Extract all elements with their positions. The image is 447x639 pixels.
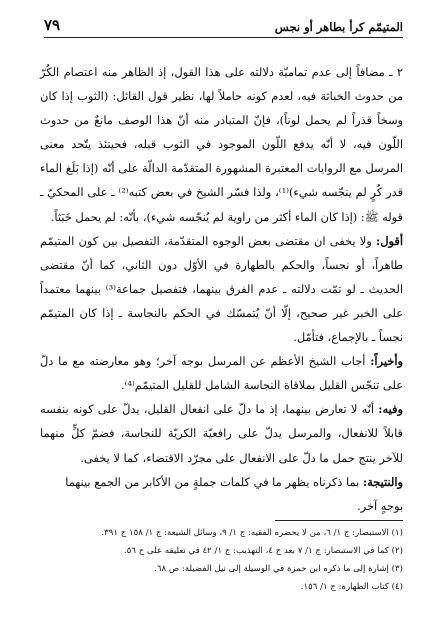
paragraph-5-lead: والنتيجة: <box>362 474 403 489</box>
footnote-divider <box>275 520 403 521</box>
footnote-2: (٢) كما في الاستبصار: ج ١/ ٧ بعد ح ٤، التهذيب: ج ١/ ٤٢ في تعليقه على ح ٥٦. <box>124 546 403 556</box>
paragraph-4 <box>40 397 403 469</box>
paragraph-1 <box>40 60 403 229</box>
paragraph-5 <box>40 470 403 518</box>
paragraph-3-lead: وأخيراً: <box>370 354 403 369</box>
page-header <box>44 14 403 38</box>
footnote-4: (٤) كتاب الطهارة: ج ١/ ١٥٦. <box>300 582 403 592</box>
footnote-1: (١) الاستبصار: ج ١/ ٦، من لا يحضره الفقيه: ج ١/ ٩، وسائل الشيعة: ج ١/ ١٥٨ ح ٣٩١. <box>101 528 403 538</box>
paragraph-4-text: أنّه لا تعارض بينهما، إذ ما دلّ على انفعال القليل، يدلّ على كونه بنفسه قابلاً للانفعال، والمرسل يدلّ على رافعيّة الكريّة للنجاسة، فضمّ كلٍّ منهما للآخر ينتج حمل ما دلّ على الانفعال على مجرّد الاقتضاء، كما لا يخفى. <box>40 402 403 465</box>
paragraph-2 <box>40 229 403 349</box>
paragraph-4-lead: وفيه: <box>378 402 403 417</box>
paragraph-3 <box>40 349 403 397</box>
running-title: المتيمّم كرأ بطاهر أو نجس <box>274 20 403 34</box>
paragraph-5-text: بما ذكرناه يظهر ما في كلمات جملةٍ من الأكابر من الجمع بينهما بوجهٍ آخر. <box>65 474 403 513</box>
paragraph-1-text: ٢ ـ مضافاً إلى عدم تماميّة دلالته على هذا القول، إذ الظاهر منه اعتصام الكُرّ من حدوث الخباثة فيه، لعدم كونه حاملاً لها، نظير قول القائل: (الثوب إذا كان وسخاً قذراً لم يحمل لوناً)، فإنّ المتبادر منه أنّ هذا الوصف مانعٌ من حدوث اللّون فيه، لا أنّه يدفع اللّون الموجود في الثوب قبله، فحينئذ يتّحد معنى المرسل مع الروايات المعتبرة المشهورة المتقدّمة الدالّة على أنّه (إذا بَلَغ الماء قدر كُرٍ لم ينجّسه شيء)⁽¹⁾، ولذا فسّر الشيخ في بعض كتبه⁽²⁾ ـ على المحكيّ ـ قوله ﷺ: (إذا كان الماء أكثر من راوية لم يُنجّسه شيء)، بأنّه: لم يحمل خَبَثاً. <box>40 65 404 224</box>
page-number: ٧٩ <box>44 16 61 34</box>
footnotes <box>40 520 403 596</box>
paragraph-2-text: ولا يخفى ان مقتضى بعض الوجوه المتقدّمة، التفصيل بين كون المتيمّم طاهراً، أو نجساً، والحكم بالطهارة في الأوّل دون الثاني، كما أنّ مقتضى الحديث ـ لو تمّت دلالته ـ عدم الفرق بينهما، فتفصيل جماعة⁽³⁾ بينهما معتمداً على الخبر غير صحيح، إلّا أنّ يُتمسّك في الحكم بالنجاسة ـ إذا كان المتيمّم نجساً ـ بالإجماع، فتأمّل. <box>40 233 404 345</box>
paragraph-3-text: أجاب الشيخ الأعظم عن المرسل بوجه آخر؛ وهو معارضته مع ما دلّ على تنجّس القليل بملاقاة النجاسة الشامل للقليل المتيمّم⁽⁴⁾. <box>40 354 403 393</box>
body-text <box>40 60 403 518</box>
paragraph-2-lead: أقول: <box>376 233 403 248</box>
footnote-3: (٣) إشارة إلى ما ذكره ابن حمزة في الوسيلة إلى نيل الفضيلة: ص ٦٨. <box>154 564 403 574</box>
